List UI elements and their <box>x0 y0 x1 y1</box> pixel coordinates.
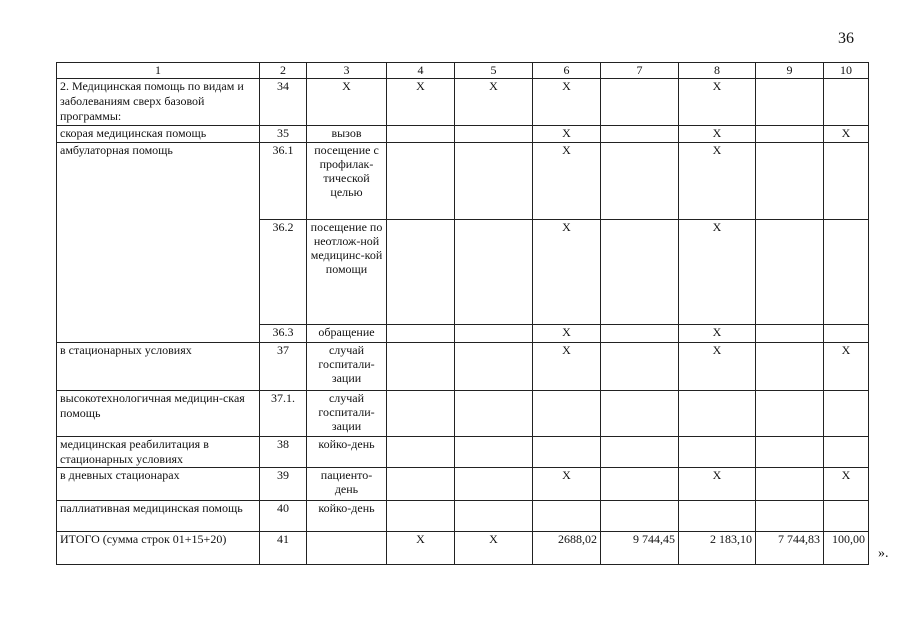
row-unit: случай госпитали-зации <box>307 391 387 437</box>
cell <box>601 437 679 468</box>
table-row <box>57 143 869 220</box>
cell <box>756 143 824 220</box>
cell: X <box>387 79 455 126</box>
row-name: в дневных стационарах <box>57 468 260 501</box>
cell <box>533 437 601 468</box>
header-cell: 10 <box>824 63 869 79</box>
row-name: скорая медицинская помощь <box>57 126 260 143</box>
cell <box>455 343 533 391</box>
cell <box>679 501 756 532</box>
cell <box>756 325 824 343</box>
cell <box>455 437 533 468</box>
header-cell: 1 <box>57 63 260 79</box>
cell: X <box>533 126 601 143</box>
cell <box>601 325 679 343</box>
cell <box>756 79 824 126</box>
row-code: 37 <box>260 343 307 391</box>
header-cell: 3 <box>307 63 387 79</box>
cell: 2688,02 <box>533 532 601 565</box>
cell <box>601 468 679 501</box>
cell <box>387 325 455 343</box>
row-unit: вызов <box>307 126 387 143</box>
header-cell: 5 <box>455 63 533 79</box>
table-row <box>57 391 869 437</box>
cell <box>387 143 455 220</box>
table-row <box>57 79 869 126</box>
cell <box>455 143 533 220</box>
cell <box>756 437 824 468</box>
cell <box>824 325 869 343</box>
cell <box>601 501 679 532</box>
page-number: 36 <box>838 30 854 47</box>
cell <box>601 126 679 143</box>
cell: X <box>387 532 455 565</box>
row-code: 36.1 <box>260 143 307 220</box>
row-unit: обращение <box>307 325 387 343</box>
cell: 2 183,10 <box>679 532 756 565</box>
row-code: 38 <box>260 437 307 468</box>
table-row <box>57 126 869 143</box>
row-code: 41 <box>260 532 307 565</box>
table-row <box>57 501 869 532</box>
row-code: 40 <box>260 501 307 532</box>
row-code: 34 <box>260 79 307 126</box>
cell <box>824 391 869 437</box>
cell: X <box>824 126 869 143</box>
table-row <box>57 437 869 468</box>
cell <box>387 220 455 325</box>
cell <box>455 501 533 532</box>
cell <box>824 501 869 532</box>
header-cell: 2 <box>260 63 307 79</box>
cell <box>756 126 824 143</box>
cell: X <box>824 468 869 501</box>
cell: X <box>455 79 533 126</box>
row-code: 36.3 <box>260 325 307 343</box>
cell <box>824 220 869 325</box>
cell <box>601 79 679 126</box>
cell <box>756 220 824 325</box>
row-code: 35 <box>260 126 307 143</box>
cell: X <box>533 79 601 126</box>
cell <box>455 468 533 501</box>
cell: 100,00 <box>824 532 869 565</box>
cell <box>756 391 824 437</box>
cell: X <box>533 220 601 325</box>
row-unit: посещение с профилак-тической целью <box>307 143 387 220</box>
row-name: в стационарных условиях <box>57 343 260 391</box>
row-unit: койко-день <box>307 501 387 532</box>
cell <box>455 126 533 143</box>
row-name: паллиативная медицинская помощь <box>57 501 260 532</box>
program-table <box>56 62 869 565</box>
cell <box>387 501 455 532</box>
cell: X <box>679 143 756 220</box>
row-unit: пациенто-день <box>307 468 387 501</box>
cell <box>601 220 679 325</box>
cell: X <box>679 220 756 325</box>
cell <box>824 143 869 220</box>
cell <box>387 126 455 143</box>
cell <box>679 391 756 437</box>
cell: X <box>679 126 756 143</box>
cell <box>455 391 533 437</box>
cell <box>756 343 824 391</box>
cell <box>387 468 455 501</box>
cell <box>533 391 601 437</box>
row-name: амбулаторная помощь <box>57 143 260 343</box>
row-name: ИТОГО (сумма строк 01+15+20) <box>57 532 260 565</box>
header-cell: 9 <box>756 63 824 79</box>
table-row <box>57 468 869 501</box>
cell <box>387 391 455 437</box>
cell <box>601 143 679 220</box>
cell <box>533 501 601 532</box>
cell <box>387 343 455 391</box>
cell <box>679 437 756 468</box>
cell <box>824 79 869 126</box>
row-unit: посещение по неотлож-ной медицинс-кой помощи <box>307 220 387 325</box>
cell <box>756 468 824 501</box>
header-row <box>57 63 869 79</box>
cell <box>756 501 824 532</box>
row-name: 2. Медицинская помощь по видам и заболеваниям сверх базовой программы: <box>57 79 260 126</box>
row-code: 37.1. <box>260 391 307 437</box>
header-cell: 4 <box>387 63 455 79</box>
row-unit <box>307 532 387 565</box>
cell: 7 744,83 <box>756 532 824 565</box>
cell: X <box>679 343 756 391</box>
table-row <box>57 343 869 391</box>
row-code: 36.2 <box>260 220 307 325</box>
row-unit: случай госпитали-зации <box>307 343 387 391</box>
header-cell: 7 <box>601 63 679 79</box>
cell: X <box>533 325 601 343</box>
cell: X <box>679 79 756 126</box>
cell <box>455 220 533 325</box>
cell: X <box>824 343 869 391</box>
cell <box>601 343 679 391</box>
row-name: высокотехнологичная медицин-ская помощь <box>57 391 260 437</box>
cell <box>455 325 533 343</box>
cell: X <box>533 343 601 391</box>
cell <box>824 437 869 468</box>
cell: X <box>533 143 601 220</box>
cell: X <box>679 468 756 501</box>
row-unit: X <box>307 79 387 126</box>
total-row <box>57 532 869 565</box>
cell: X <box>679 325 756 343</box>
cell <box>601 391 679 437</box>
cell: 9 744,45 <box>601 532 679 565</box>
header-cell: 8 <box>679 63 756 79</box>
header-cell: 6 <box>533 63 601 79</box>
closing-quote-mark: ». <box>878 546 889 561</box>
cell: X <box>533 468 601 501</box>
row-name: медицинская реабилитация в стационарных условиях <box>57 437 260 468</box>
row-unit: койко-день <box>307 437 387 468</box>
cell <box>387 437 455 468</box>
row-code: 39 <box>260 468 307 501</box>
cell: X <box>455 532 533 565</box>
